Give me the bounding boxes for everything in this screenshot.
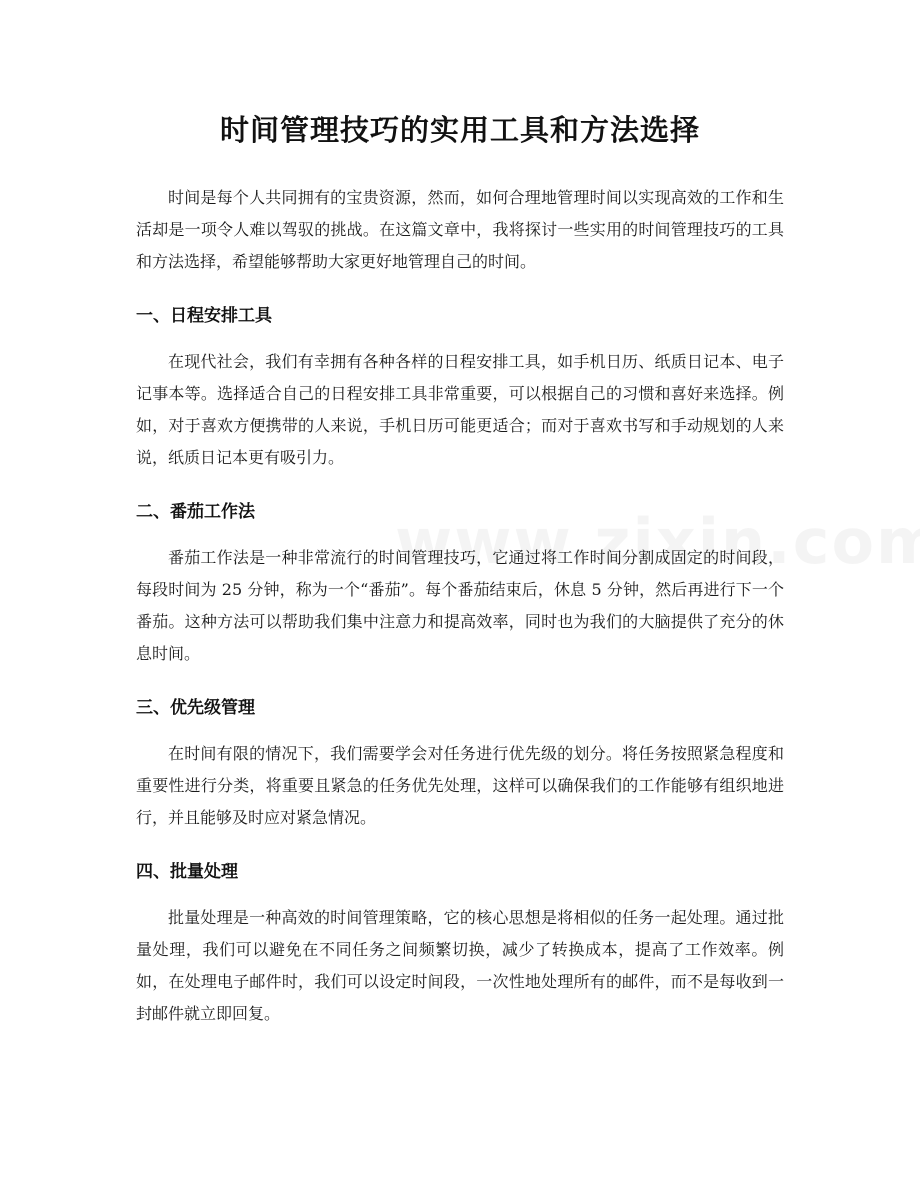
section-heading-schedule-tools: 一、日程安排工具: [136, 306, 272, 326]
document-title: 时间管理技巧的实用工具和方法选择: [219, 113, 700, 147]
section-heading-batch: 四、批量处理: [136, 862, 238, 882]
section-paragraph-pomodoro: 番茄工作法是一种非常流行的时间管理技巧，它通过将工作时间分割成固定的时间段，每段时间为 25 分钟，称为一个“番茄”。每个番茄结束后，休息 5 分钟，然后再进行下一个番茄。这种方法可以帮助我们集中注意力和提高效率，同时也为我们的大脑提供了充分的休息时间。: [136, 548, 784, 663]
section-paragraph-schedule-tools: 在现代社会，我们有幸拥有各种各样的日程安排工具，如手机日历、纸质日记本、电子记事本等。选择适合自己的日程安排工具非常重要，可以根据自己的习惯和喜好来选择。例如，对于喜欢方便携带的人来说，手机日历可能更适合；而对于喜欢书写和手动规划的人来说，纸质日记本更有吸引力。: [136, 352, 784, 467]
section-paragraph-priority: 在时间有限的情况下，我们需要学会对任务进行优先级的划分。将任务按照紧急程度和重要性进行分类，将重要且紧急的任务优先处理，这样可以确保我们的工作能够有组织地进行，并且能够及时应对紧急情况。: [136, 744, 784, 827]
section-paragraph-batch: 批量处理是一种高效的时间管理策略，它的核心思想是将相似的任务一起处理。通过批量处理，我们可以避免在不同任务之间频繁切换，减少了转换成本，提高了工作效率。例如，在处理电子邮件时，我们可以设定时间段，一次性地处理所有的邮件，而不是每收到一封邮件就立即回复。: [136, 908, 784, 1023]
section-heading-pomodoro: 二、番茄工作法: [136, 502, 255, 522]
section-heading-priority: 三、优先级管理: [136, 698, 255, 718]
intro-paragraph: 时间是每个人共同拥有的宝贵资源，然而，如何合理地管理时间以实现高效的工作和生活却是一项令人难以驾驭的挑战。在这篇文章中，我将探讨一些实用的时间管理技巧的工具和方法选择，希望能够帮助大家更好地管理自己的时间。: [136, 188, 784, 271]
document-body: [136, 182, 784, 1030]
